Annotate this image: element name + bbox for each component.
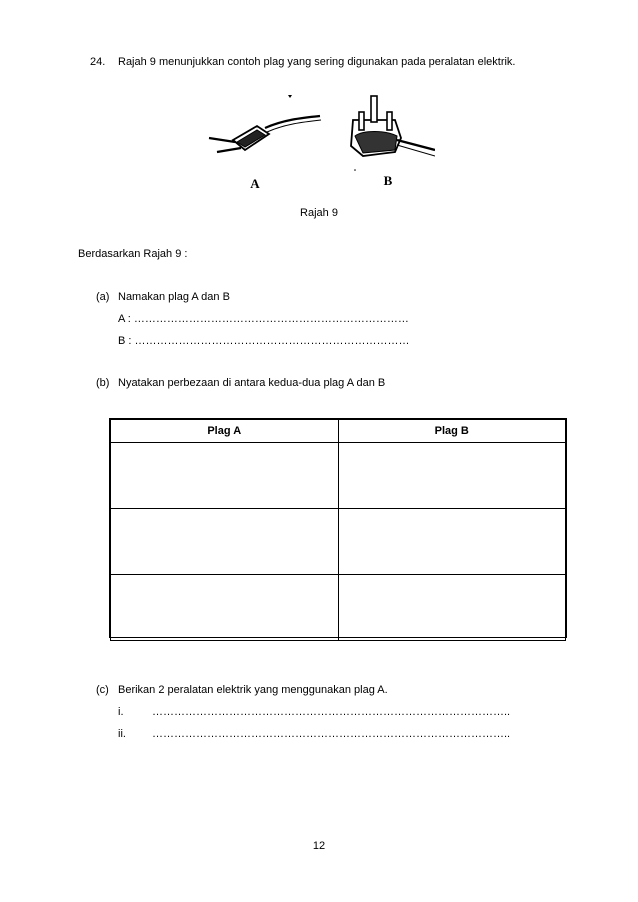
question-text: Rajah 9 menunjukkan contoh plag yang sering digunakan pada peralatan elektrik. [118,56,516,68]
part-c-label: (c) [96,684,109,696]
plug-a-drawing [209,95,321,152]
answer-line-i[interactable]: …………………………………………………………………………………….. [152,706,511,718]
part-a-text: Namakan plag A dan B [118,291,230,303]
answer-line-a[interactable]: A : ………………………………………………………………… [118,313,409,325]
answer-line-ii[interactable]: …………………………………………………………………………………….. [152,728,511,740]
item-i-label: i. [118,706,124,718]
table-cell[interactable] [338,575,566,641]
figure-label-a: A [250,176,260,191]
plug-illustration [195,90,435,195]
table-row [111,509,566,575]
table-cell[interactable] [111,509,339,575]
table-cell[interactable] [111,443,339,509]
page-number: 12 [312,840,326,852]
table-cell[interactable] [338,509,566,575]
part-b-label: (b) [96,377,110,389]
figure-label-b: B [383,173,393,188]
answer-line-b[interactable]: B : ………………………………………………………………… [118,335,410,347]
table-cell[interactable] [111,575,339,641]
table-row [111,443,566,509]
intro-text: Berdasarkan Rajah 9 : [78,248,188,260]
figure-caption: Rajah 9 [300,207,338,219]
item-ii-label: ii. [118,728,126,740]
question-number: 24. [90,56,106,68]
part-a-label: (a) [96,291,110,303]
plug-b-drawing [351,96,435,171]
table-cell[interactable] [338,443,566,509]
table-header-plag-b: Plag B [338,420,566,443]
comparison-table [109,418,567,638]
part-b-text: Nyatakan perbezaan di antara kedua-dua plag A dan B [118,377,386,389]
part-c-text: Berikan 2 peralatan elektrik yang menggunakan plag A. [118,684,388,696]
table-header-plag-a: Plag A [111,420,339,443]
table-row [111,575,566,641]
plug-figure [195,90,435,195]
